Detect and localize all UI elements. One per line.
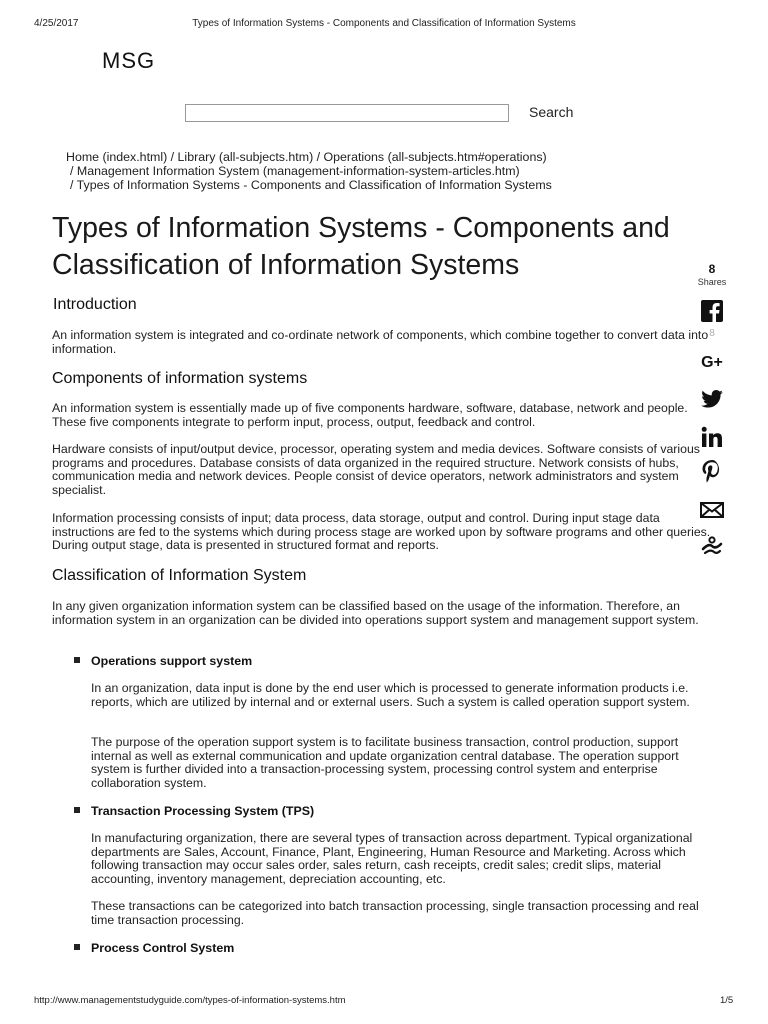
bullet-tps <box>74 804 314 818</box>
share-label: Shares <box>697 277 727 287</box>
bullet-label: Process Control System <box>91 941 235 955</box>
print-header-title: Types of Information Systems - Components and Classification of Information Systems <box>192 18 576 29</box>
bullet-marker <box>74 807 80 813</box>
paragraph-tps-1: In manufacturing organization, there are several types of transaction across department. Typical organizational departments are Sales, Account, Finance, Plant, Engineering, Human Resource and Marketing. Across which following transaction may occur sales order, sales return, cash receipts, credit sales; credit slips, material accounting, inventory management, depreciation accounting, etc. <box>91 831 693 886</box>
facebook-share-count: 8 <box>709 328 715 339</box>
share-count: 8 <box>708 262 716 276</box>
print-page-number: 1/5 <box>720 995 734 1006</box>
paragraph-oss-1: In an organization, data input is done by the end user which is processed to generate information products i.e. reports, which are utilized by internal and or external users. Such a system is called operation support system. <box>91 681 690 709</box>
breadcrumb-line-3[interactable]: / Types of Information Systems - Components and Classification of Information Systems <box>70 178 552 192</box>
more-share-icon[interactable] <box>690 536 734 561</box>
search-button[interactable]: Search <box>529 104 574 120</box>
breadcrumb-line-1[interactable]: Home (index.html) / Library (all-subjects.htm) / Operations (all-subjects.htm#operations) <box>66 150 547 164</box>
paragraph-components-2: Hardware consists of input/output device, processor, operating system and media devices. Software consists of various programs and procedures. Database consists of data organized in the required structure. Network consists of hubs, communication media and network devices. People consist of device operators, network administrators and system specialist. <box>52 442 700 497</box>
linkedin-icon[interactable] <box>690 426 734 453</box>
share-panel <box>690 262 734 371</box>
bullet-operations-support <box>74 654 252 668</box>
facebook-icon[interactable] <box>690 300 734 327</box>
heading-introduction: Introduction <box>53 296 137 313</box>
paragraph-components-1: An information system is essentially made up of five components hardware, software, database, network and people. These five components integrate to perform input, process, output, feedback and control. <box>52 401 688 429</box>
paragraph-tps-2: These transactions can be categorized into batch transaction processing, single transaction processing and real time transaction processing. <box>91 899 699 927</box>
paragraph-intro: An information system is integrated and co-ordinate network of components, which combine together to convert data into information. <box>52 328 709 356</box>
pinterest-icon[interactable] <box>690 460 734 489</box>
paragraph-oss-2: The purpose of the operation support system is to facilitate business transaction, control production, support internal as well as external communication and update organization central database. The operation support system is further divided into a transaction-processing system, processing control system and enterprise collaboration system. <box>91 735 679 790</box>
paragraph-classification-1: In any given organization information system can be classified based on the usage of the information. Therefore, an information system in an organization can be divided into operations support system and management support system. <box>52 599 699 627</box>
bullet-process-control <box>74 941 234 955</box>
bullet-label: Operations support system <box>91 654 253 668</box>
page-title: Types of Information Systems - Components and Classification of Information Systems <box>52 212 670 281</box>
google-plus-icon[interactable]: G+ <box>701 354 723 371</box>
search-input[interactable] <box>185 104 509 122</box>
bullet-marker <box>74 657 80 663</box>
print-footer-url: http://www.managementstudyguide.com/types-of-information-systems.htm <box>34 995 346 1006</box>
email-icon[interactable] <box>690 502 734 523</box>
site-logo[interactable]: MSG <box>102 48 156 73</box>
heading-components: Components of information systems <box>52 370 308 387</box>
bullet-marker <box>74 944 80 950</box>
paragraph-components-3: Information processing consists of input; data process, data storage, output and control. During input stage data instructions are fed to the systems which during process stage are worked upon by software programs and other queries. During output stage, data is presented in structured format and reports. <box>52 511 711 553</box>
breadcrumb-line-2[interactable]: / Management Information System (management-information-system-articles.htm) <box>70 164 520 178</box>
bullet-label: Transaction Processing System (TPS) <box>91 804 315 818</box>
twitter-icon[interactable] <box>690 390 734 413</box>
print-date: 4/25/2017 <box>34 18 79 29</box>
heading-classification: Classification of Information System <box>52 567 307 584</box>
